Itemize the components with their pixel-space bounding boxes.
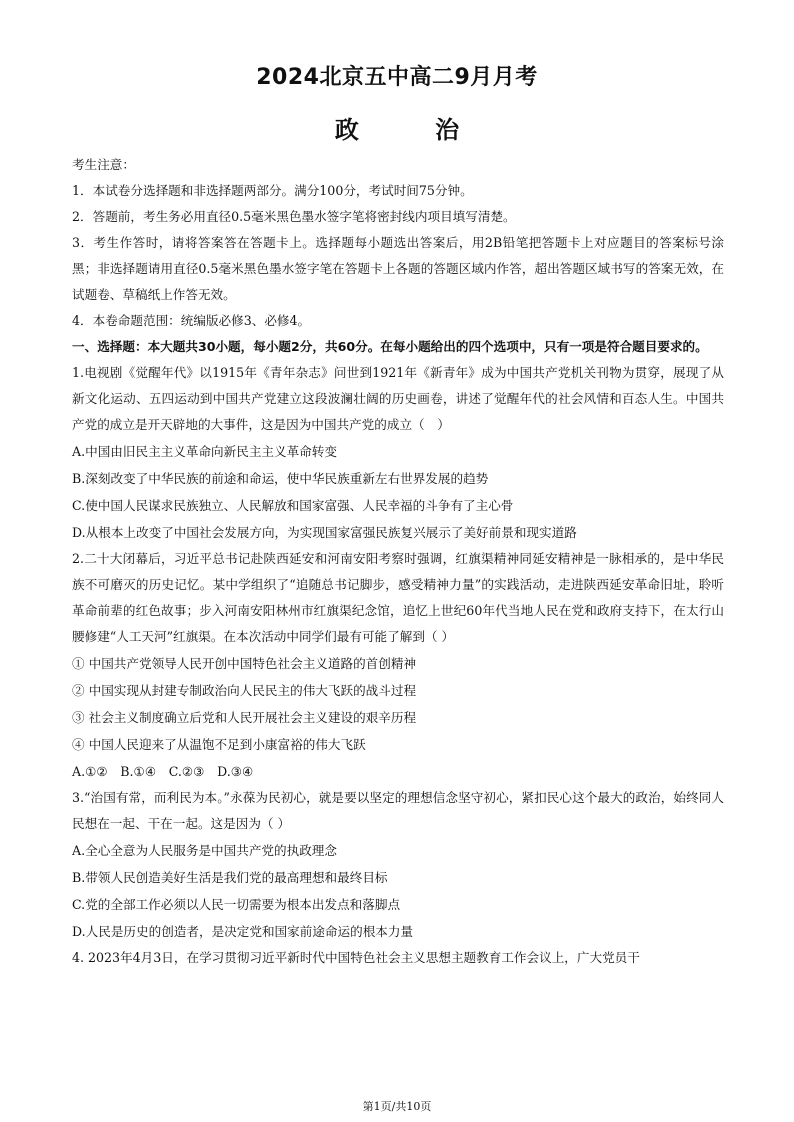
notice-item: 3．考生作答时，请将答案答在答题卡上。选择题每小题选出答案后，用2B铅笔把答题卡上对应题目的答案标号涂黑；非选择题请用直径0.5毫米黑色墨水签字笔在答题卡上各题的答题区域内作答，超出答题区域书写的答案无效，在试题卷、草稿纸上作答无效。 (72, 235, 724, 302)
statement: ① 中国共产党领导人民开创中国特色社会主义道路的首创精神 (72, 656, 417, 671)
statement: ③ 社会主义制度确立后党和人民开展社会主义建设的艰辛历程 (72, 710, 417, 725)
answer-options-inline: A.①② B.①④ C.②③ D.③④ (72, 764, 254, 779)
answer-option: B.带领人民创造美好生活是我们党的最高理想和最终目标 (72, 870, 388, 885)
answer-option: C.党的全部工作必须以人民一切需要为根本出发点和落脚点 (72, 897, 401, 912)
question-stem: 1.电视剧《觉醒年代》以1915年《青年杂志》问世到1921年《新青年》成为中国共产党机关刊物为贯穿，展现了从新文化运动、五四运动到中国共产党建立这段波澜壮阔的历史画卷，讲述了觉醒年代的社会风情和百态人生。中国共产党的成立是开天辟地的大事件，这是因为中国共产党的成立（ ） (72, 365, 724, 432)
answer-option: D.人民是历史的创造者，是决定党和国家前途命运的根本力量 (72, 924, 414, 939)
question-stem: 3.“治国有常，而利民为本。”永葆为民初心，就是要以坚定的理想信念坚守初心，紧扣民心这个最大的政治，始终同人民想在一起、干在一起。这是因为（ ） (72, 790, 724, 831)
answer-option: A.全心全意为人民服务是中国共产党的执政理念 (72, 843, 337, 858)
subject-title: 政 治 (334, 116, 494, 144)
answer-option: A.中国由旧民主主义革命向新民主主义革命转变 (72, 444, 337, 459)
notice-heading: 考生注意： (72, 157, 135, 172)
notice-item: 2．答题前，考生务必用直径0.5毫米黑色墨水签字笔将密封线内项目填写清楚。 (72, 209, 516, 224)
exam-title: 2024北京五中高二9月月考 (256, 65, 538, 90)
answer-option: B.深刻改变了中华民族的前途和命运，使中华民族重新左右世界发展的趋势 (72, 471, 489, 486)
answer-option: D.从根本上改变了中国社会发展方向，为实现国家富强民族复兴展示了美好前景和现实道路 (72, 525, 577, 540)
exam-body (72, 152, 724, 971)
statement: ④ 中国人民迎来了从温饱不足到小康富裕的伟大飞跃 (72, 737, 366, 752)
notice-item: 4．本卷命题范围：统编版必修3、必修4。 (72, 313, 311, 328)
notice-item: 1．本试卷分选择题和非选择题两部分。满分100分，考试时间75分钟。 (72, 183, 473, 198)
statement: ② 中国实现从封建专制政治向人民民主的伟大飞跃的战斗过程 (72, 683, 417, 698)
answer-option: C.使中国人民谋求民族独立、人民解放和国家富强、人民幸福的斗争有了主心骨 (72, 498, 514, 513)
question-stem: 2.二十大闭幕后，习近平总书记赴陕西延安和河南安阳考察时强调，红旗渠精神同延安精神是一脉相承的，是中华民族不可磨灭的历史记忆。某中学组织了“追随总书记脚步，感受精神力量”的实践活动，走进陕西延安革命旧址，聆听革命前辈的红色故事；步入河南安阳林州市红旗渠纪念馆，追忆上世纪60年代当地人民在党和政府支持下，在太行山腰修建“人工天河”红旗渠。在本次活动中同学们最有可能了解到（ ） (72, 551, 724, 644)
section-heading: 一、选择题：本大题共30小题，每小题2分，共60分。在每小题给出的四个选项中，只有一项是符合题目要求的。 (72, 339, 708, 354)
question-stem: 4. 2023年4月3日，在学习贯彻习近平新时代中国特色社会主义思想主题教育工作会议上，广大党员干 (72, 950, 640, 965)
page-number: 第1页/共10页 (362, 1100, 432, 1113)
